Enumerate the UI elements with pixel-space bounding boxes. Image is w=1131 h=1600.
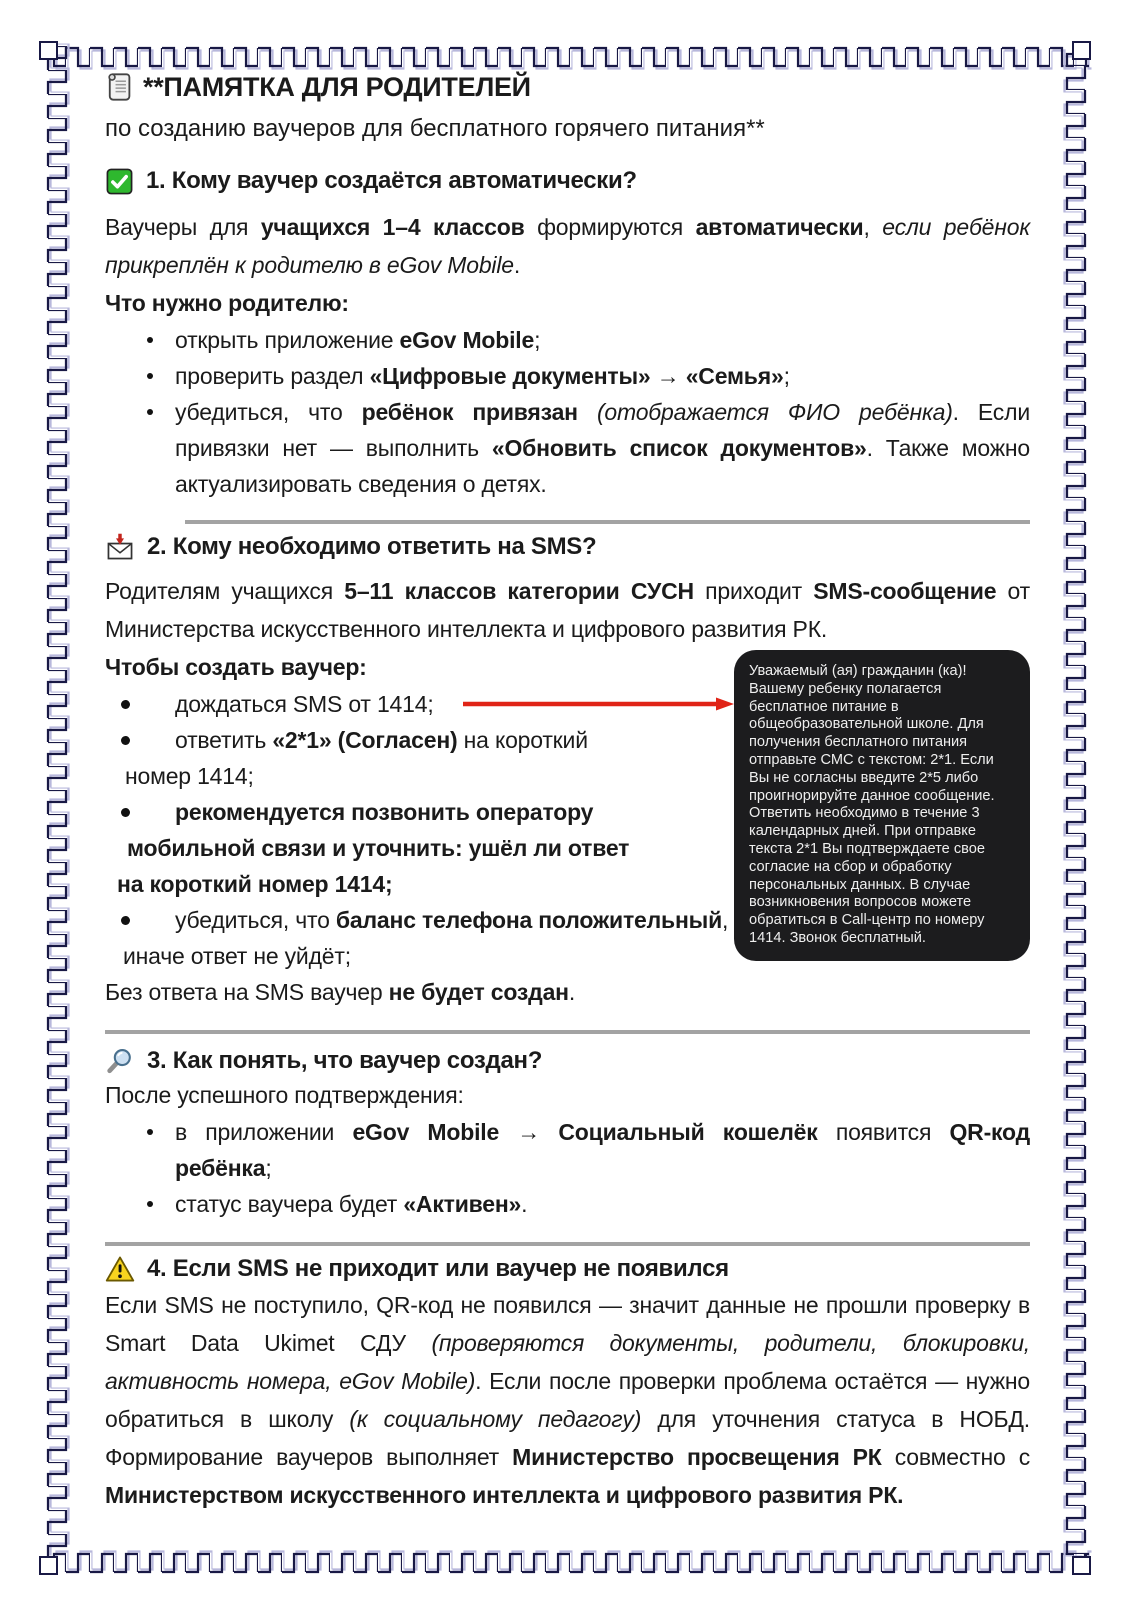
list-text: убедиться, что баланс телефона положительный, — [175, 907, 729, 933]
section-divider — [105, 1030, 1030, 1034]
bullet-text: статус ваучера будет «Активен». — [175, 1191, 528, 1217]
list-text: мобильной связи и уточнить: ушёл ли ответ — [127, 835, 630, 861]
list-line — [105, 758, 785, 794]
list-line — [105, 902, 835, 938]
bullet-item — [105, 1114, 1030, 1186]
bullet-dot — [121, 808, 130, 817]
bullet-dot — [147, 409, 153, 415]
magnifier-icon — [105, 1046, 135, 1076]
bullet-dot — [147, 1201, 153, 1207]
section-1-heading-row — [105, 166, 1030, 196]
page-title-row — [105, 70, 1030, 104]
list-text: иначе ответ не уйдёт; — [123, 943, 351, 969]
list-line — [105, 866, 777, 902]
section-3-heading: 3. Как понять, что ваучер создан? — [147, 1047, 543, 1074]
section-3-lead: После успешного подтверждения: — [105, 1082, 464, 1108]
list-text: на короткий номер 1414; — [117, 871, 393, 897]
section-2-body — [105, 648, 1030, 1010]
section-2-heading: 2. Кому необходимо ответить на SMS? — [147, 533, 597, 560]
section-1-lead: Что нужно родителю: — [105, 290, 349, 316]
bullet-text: проверить раздел «Цифровые документы» → «Семья»; — [175, 363, 790, 389]
bullet-dot — [147, 373, 153, 379]
section-1-heading: 1. Кому ваучер создаётся автоматически? — [146, 167, 637, 194]
list-line — [105, 938, 783, 974]
bullet-text: открыть приложение eGov Mobile; — [175, 327, 541, 353]
list-line — [105, 830, 787, 866]
bullet-item — [105, 1186, 1030, 1222]
list-line — [105, 722, 835, 758]
bullet-item — [105, 358, 1030, 394]
bullet-item — [105, 394, 1030, 502]
section-2-paragraph: Родителям учащихся 5–11 классов категории СУСН приходит SMS-сообщение от Министерства искусственного интеллекта и цифрового развития РК. — [105, 578, 1030, 642]
bullet-item — [105, 322, 1030, 358]
list-text: дождаться SMS от 1414; — [175, 691, 434, 717]
bullet-dot — [121, 916, 130, 925]
section-2-heading-row — [105, 532, 1030, 562]
section-4-heading: 4. Если SMS не приходит или ваучер не появился — [147, 1255, 729, 1282]
bullet-text: в приложении eGov Mobile → Социальный кошелёк появится QR-код ребёнка; — [175, 1119, 1030, 1181]
warning-icon — [105, 1255, 135, 1283]
bullet-dot — [147, 337, 153, 343]
section-2-lead: Чтобы создать ваучер: — [105, 654, 367, 680]
sms-message-screenshot: Уважаемый (ая) гражданин (ка)! Вашему ребенку полагается бесплатное питание в общеобразовательной школе. Для получения бесплатного питания отправьте СМС с текстом: 2*1. Если Вы не согласны введите 2*5 либо проигнорируйте данное сообщение. Ответить необходимо в течение 3 календарных дней. При отправке текста 2*1 Вы подтверждаете свое согласие на сбор и обработку персональных данных. В случае возникновения вопросов можете обратиться в Call-центр по номеру 1414. Звонок бесплатный. — [734, 650, 1030, 961]
checkbox-checked-icon — [105, 167, 134, 196]
incoming-envelope-icon — [105, 532, 135, 562]
scroll-icon — [105, 72, 133, 102]
section-2-closing: Без ответа на SMS ваучер не будет создан. — [105, 979, 576, 1005]
page-title: **ПАМЯТКА ДЛЯ РОДИТЕЛЕЙ — [143, 72, 531, 102]
section-divider — [185, 520, 1030, 524]
memo-content — [105, 70, 1030, 1514]
section-divider — [105, 1242, 1030, 1246]
list-text: ответить «2*1» (Согласен) на короткий — [175, 727, 588, 753]
list-line — [105, 794, 835, 830]
bullet-dot — [147, 1129, 153, 1135]
page-subtitle: по созданию ваучеров для бесплатного горячего питания** — [105, 115, 765, 142]
list-text: номер 1414; — [125, 763, 254, 789]
section-4-heading-row — [105, 1254, 1030, 1284]
section-3-heading-row — [105, 1046, 1030, 1076]
red-pointer-arrow — [463, 696, 735, 712]
bullet-text: убедиться, что ребёнок привязан (отображается ФИО ребёнка). Если привязки нет — выполнить «Обновить список документов». Также можно актуализировать сведения о детях. — [175, 399, 1031, 497]
list-text: рекомендуется позвонить оператору — [175, 799, 594, 825]
section-4-paragraph: Если SMS не поступило, QR-код не появился — значит данные не прошли проверку в Smart Data Ukimet СДУ (проверяются документы, родители, блокировки, активность номера, eGov Mobile). Если после проверки проблема остаётся — нужно обратиться в школу (к социальному педагогу) для уточнения статуса в НОБД. Формирование ваучеров выполняет Министерство просвещения РК совместно с Министерством искусственного интеллекта и цифрового развития РК. — [105, 1292, 1030, 1508]
section-1-paragraph: Ваучеры для учащихся 1–4 классов формируются автоматически, если ребёнок прикреплён к родителю в eGov Mobile. — [105, 214, 1030, 278]
bullet-dot — [121, 736, 130, 745]
bullet-dot — [121, 700, 130, 709]
